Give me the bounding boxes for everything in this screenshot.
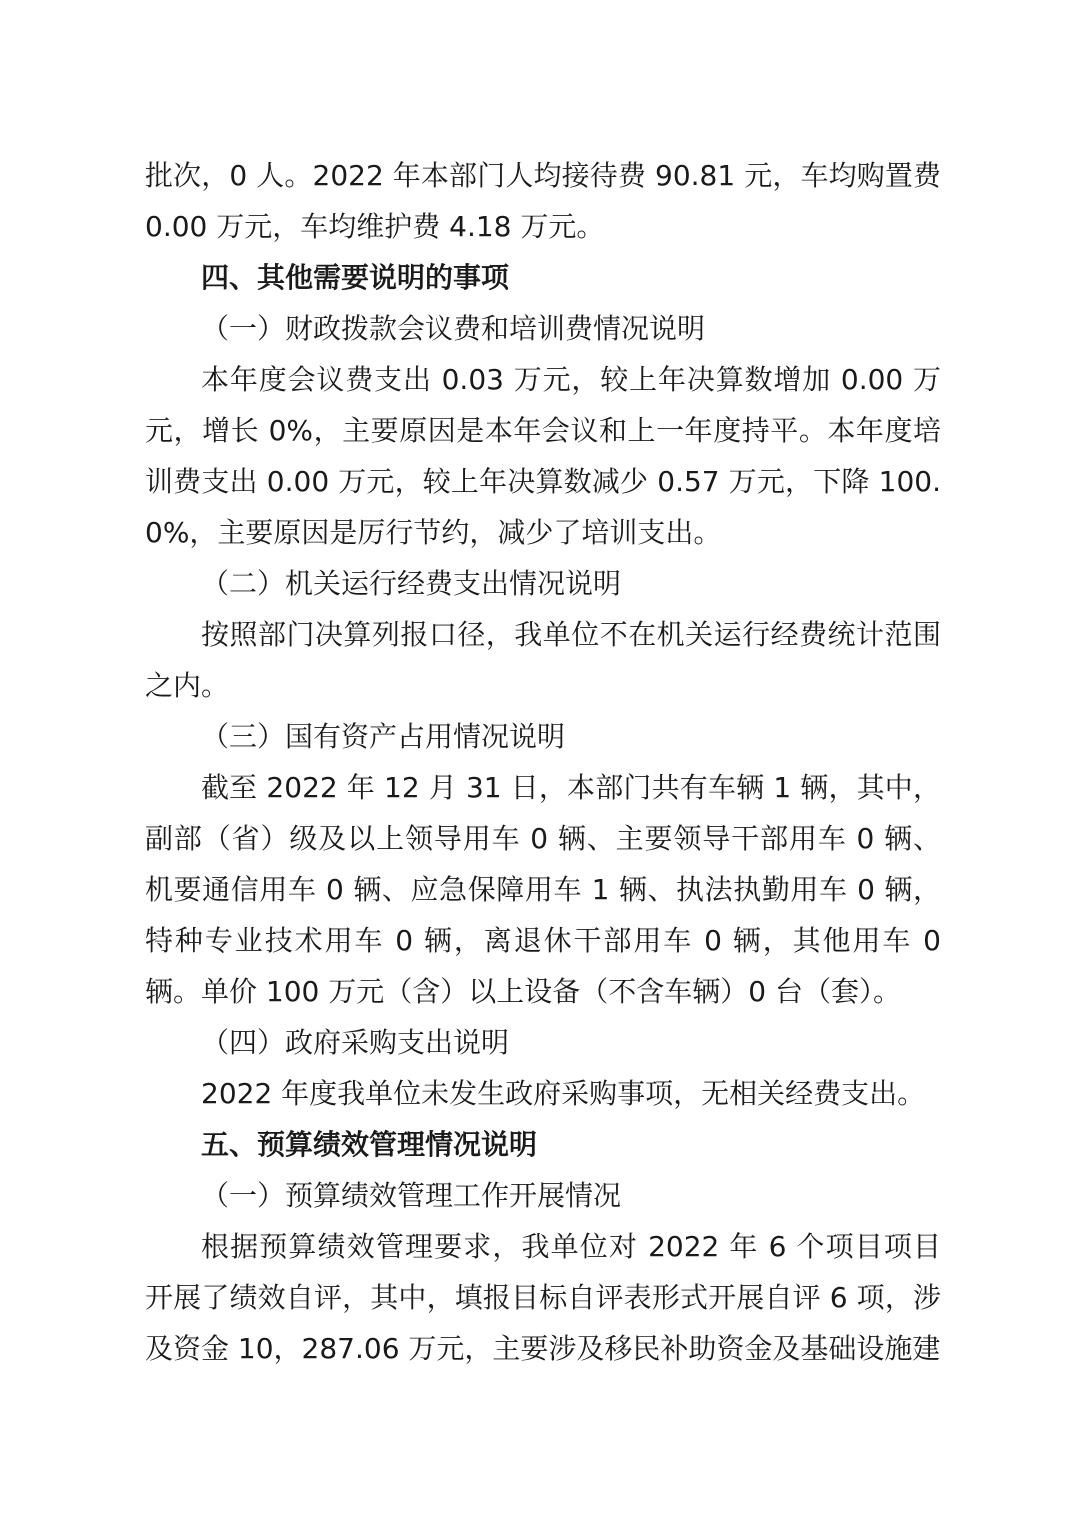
- subheading-meeting-training: （一）财政拨款会议费和培训费情况说明: [201, 312, 706, 345]
- subheading-performance-work: （一）预算绩效管理工作开展情况: [201, 1179, 622, 1212]
- paragraph-procurement: 2022 年度我单位未发生政府采购事项，无相关经费支出。: [201, 1077, 926, 1110]
- subheading-procurement: （四）政府采购支出说明: [201, 1026, 510, 1059]
- paragraph-operating-expenses: 按照部门决算列报口径，我单位不在机关运行经费统计范围之内。: [145, 618, 941, 702]
- document-body: [145, 150, 941, 1374]
- subheading-state-assets: （三）国有资产占用情况说明: [201, 720, 566, 753]
- paragraph-meeting-training: 本年度会议费支出 0.03 万元，较上年决算数增加 0.00 万元，增长 0%，主要原因是本年会议和上一年度持平。本年度培训费支出 0.00 万元，较上年决算数减少 0.57 万元，下降 100.0%，主要原因是厉行节约，减少了培训支出。: [145, 363, 941, 549]
- paragraph-performance-work: 根据预算绩效管理要求，我单位对 2022 年 6 个项目项目开展了绩效自评，其中，填报目标自评表形式开展自评 6 项，涉及资金 10，287.06 万元，主要涉及移民补助资金及基础设施建: [145, 1230, 941, 1365]
- section-heading-4: 四、其他需要说明的事项: [201, 261, 510, 294]
- section-heading-5: 五、预算绩效管理情况说明: [201, 1128, 538, 1161]
- paragraph-state-assets: 截至 2022 年 12 月 31 日，本部门共有车辆 1 辆，其中，副部（省）级及以上领导用车 0 辆、主要领导干部用车 0 辆、机要通信用车 0 辆、应急保障用车 1 辆、执法执勤用车 0 辆，特种专业技术用车 0 辆，离退休干部用车 0 辆，其他用车 0 辆。单价 100 万元（含）以上设备（不含车辆）0 台（套）。: [145, 771, 941, 1008]
- paragraph-continued: 批次，0 人。2022 年本部门人均接待费 90.81 元，车均购置费 0.00 万元，车均维护费 4.18 万元。: [145, 159, 941, 243]
- subheading-operating-expenses: （二）机关运行经费支出情况说明: [201, 567, 622, 600]
